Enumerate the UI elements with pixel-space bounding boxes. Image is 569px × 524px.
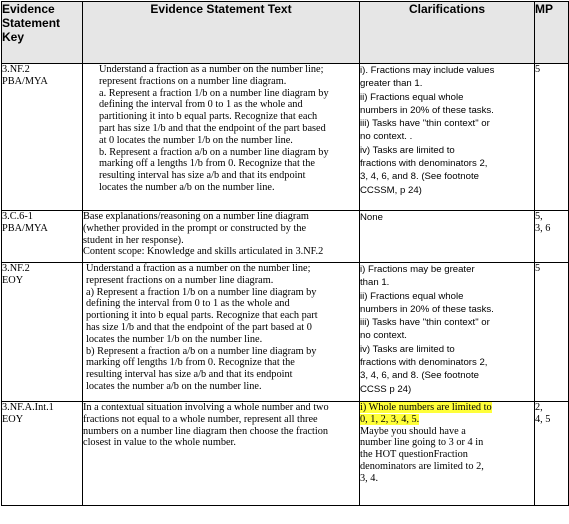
highlighted-clarification-line: i) Whole numbers are limited to	[360, 402, 492, 413]
evidence-text-line: has size 1/b and that the endpoint of the part based at 0	[86, 321, 312, 333]
evidence-text-line: Understand a fraction as a number on the number line;	[86, 263, 311, 274]
header-mp: MP	[535, 2, 569, 64]
mp-value: 5	[535, 263, 541, 274]
evidence-key-type: PBA/MYA	[2, 222, 48, 234]
clarification-line: fractions with denominators 2,	[360, 357, 488, 369]
clarification-line: iv) Tasks are limited to	[360, 343, 455, 355]
clarification-line: no context.	[360, 330, 407, 342]
clarification-cell	[360, 263, 535, 402]
clarification-cell	[360, 211, 535, 263]
clarification-line: i). Fractions may include values	[360, 65, 495, 76]
evidence-text-line: part has size 1/b and that the endpoint of the part based	[99, 122, 326, 134]
evidence-text-line: marking off lengths 1/b from 0. Recognize that the	[86, 357, 295, 369]
table-row	[2, 402, 569, 506]
clarification-line: 3, 4, 6, and 8. (See footnote	[360, 370, 479, 382]
clarification-line: iii) Tasks have "thin context" or	[360, 317, 490, 329]
evidence-key-code: 3.NF.A.Int.1	[2, 402, 54, 413]
mp-value: 5,	[535, 211, 543, 222]
clarification-line: i) Fractions may be greater	[360, 264, 475, 275]
clarification-line: than 1.	[360, 277, 390, 289]
evidence-text-line: In a contextual situation involving a whole number and two	[83, 402, 329, 413]
clarification-line: CCSS p 24)	[360, 383, 412, 395]
evidence-text-line: (whether provided in the prompt or constructed by the	[83, 222, 307, 234]
evidence-text-cell	[83, 64, 360, 211]
evidence-text-line: student in her response).	[83, 234, 184, 246]
table-row	[2, 211, 569, 263]
clarification-line: iii) Tasks have "thin context" or	[360, 118, 490, 130]
evidence-text-line: a. Represent a fraction 1/b on a number line diagram by	[99, 87, 329, 99]
evidence-text-line: closest in value to the whole number.	[83, 437, 236, 449]
evidence-key-cell	[2, 64, 83, 211]
clarification-line: 3, 4, 6, and 8. (See footnote	[360, 171, 479, 183]
evidence-text-line: locates the number 1/b on the number line.	[86, 333, 263, 345]
evidence-key-code: 3.NF.2	[2, 64, 30, 75]
mp-cell	[535, 263, 569, 402]
evidence-text-line: locates the number a/b on the number line.	[99, 181, 275, 193]
mp-cell	[535, 211, 569, 263]
evidence-key-cell	[2, 402, 83, 506]
evidence-text-line: a) Represent a fraction 1/b on a number line diagram by	[86, 286, 317, 298]
table-row	[2, 263, 569, 402]
mp-value: 4, 5	[535, 413, 551, 425]
evidence-text-line: partitioning it into b equal parts. Recognize that each	[99, 111, 318, 123]
evidence-text-line: at 0 locates the number 1/b on the number line.	[99, 134, 293, 146]
mp-cell	[535, 402, 569, 506]
evidence-key-type: EOY	[2, 274, 24, 286]
evidence-text-line: b. Represent a fraction a/b on a number line diagram by	[99, 146, 329, 158]
evidence-text-line: fractions not equal to a whole number, represent all three	[83, 413, 318, 425]
clarification-line: fractions with denominators 2,	[360, 158, 488, 170]
clarification-cell	[360, 64, 535, 211]
mp-value: 5	[535, 64, 541, 75]
evidence-text-line: resulting interval has size a/b and that its endpoint	[86, 369, 293, 381]
clarification-line: numbers in 20% of these tasks.	[360, 303, 494, 315]
evidence-text-line: locates the number a/b on the number line.	[86, 380, 262, 392]
evidence-key-cell	[2, 263, 83, 402]
clarification-line: no context. .	[360, 131, 413, 143]
clarification-cell	[360, 402, 535, 506]
evidence-key-type: EOY	[2, 413, 24, 425]
table-row	[2, 64, 569, 211]
clarification-line: ii) Fractions equal whole	[360, 91, 464, 103]
evidence-text-cell	[83, 211, 360, 263]
clarification-line: greater than 1.	[360, 78, 423, 90]
evidence-key-code: 3.C.6-1	[2, 211, 33, 222]
clarification-line: ii) Fractions equal whole	[360, 290, 464, 302]
highlighted-clarification-line: 0, 1, 2, 3, 4, 5.	[360, 413, 420, 425]
evidence-text-line: represent fractions on a number line diagram.	[99, 75, 287, 87]
evidence-key-cell	[2, 211, 83, 263]
header-key: Evidence Statement Key	[2, 2, 83, 64]
mp-value: 2,	[535, 402, 543, 413]
header-clarifications: Clarifications	[360, 2, 535, 64]
header-text: Evidence Statement Text	[83, 2, 360, 64]
evidence-table	[1, 1, 569, 506]
evidence-text-cell	[83, 402, 360, 506]
clarification-line: number line going to 3 or 4 in	[360, 437, 484, 449]
evidence-text-line: resulting interval has size a/b and that its endpoint	[99, 170, 306, 182]
evidence-text-line: Understand a fraction as a number on the number line;	[99, 64, 324, 75]
evidence-text-line: marking off a lengths 1/b from 0. Recognize that the	[99, 158, 315, 170]
mp-cell	[535, 64, 569, 211]
mp-value: 3, 6	[535, 222, 551, 234]
clarification-line: Maybe you should have a	[360, 425, 466, 437]
clarification-line: 3, 4.	[360, 472, 379, 484]
clarification-line: CCSSM, p 24)	[360, 184, 422, 196]
evidence-text-line: defining the interval from 0 to 1 as the whole and	[86, 298, 290, 310]
clarification-line: denominators are limited to 2,	[360, 460, 484, 472]
evidence-text-line: Content scope: Knowledge and skills articulated in 3.NF.2	[83, 246, 324, 258]
evidence-text-line: defining the interval from 0 to 1 as the whole and	[99, 99, 303, 111]
evidence-text-line: b) Represent a fraction a/b on a number line diagram by	[86, 345, 317, 357]
clarification-line: None	[360, 212, 383, 223]
evidence-key-type: PBA/MYA	[2, 75, 48, 87]
clarification-line: the HOT questionFraction	[360, 449, 468, 461]
header-row	[2, 2, 569, 64]
evidence-text-line: Base explanations/reasoning on a number line diagram	[83, 211, 309, 222]
evidence-text-cell	[83, 263, 360, 402]
clarification-line: iv) Tasks are limited to	[360, 144, 455, 156]
evidence-text-line: represent fractions on a number line diagram.	[86, 274, 274, 286]
evidence-text-line: portioning it into b equal parts. Recognize that each part	[86, 310, 318, 322]
evidence-key-code: 3.NF.2	[2, 263, 30, 274]
evidence-text-line: numbers on a number line diagram then choose the fraction	[83, 425, 329, 437]
clarification-line: numbers in 20% of these tasks.	[360, 104, 494, 116]
